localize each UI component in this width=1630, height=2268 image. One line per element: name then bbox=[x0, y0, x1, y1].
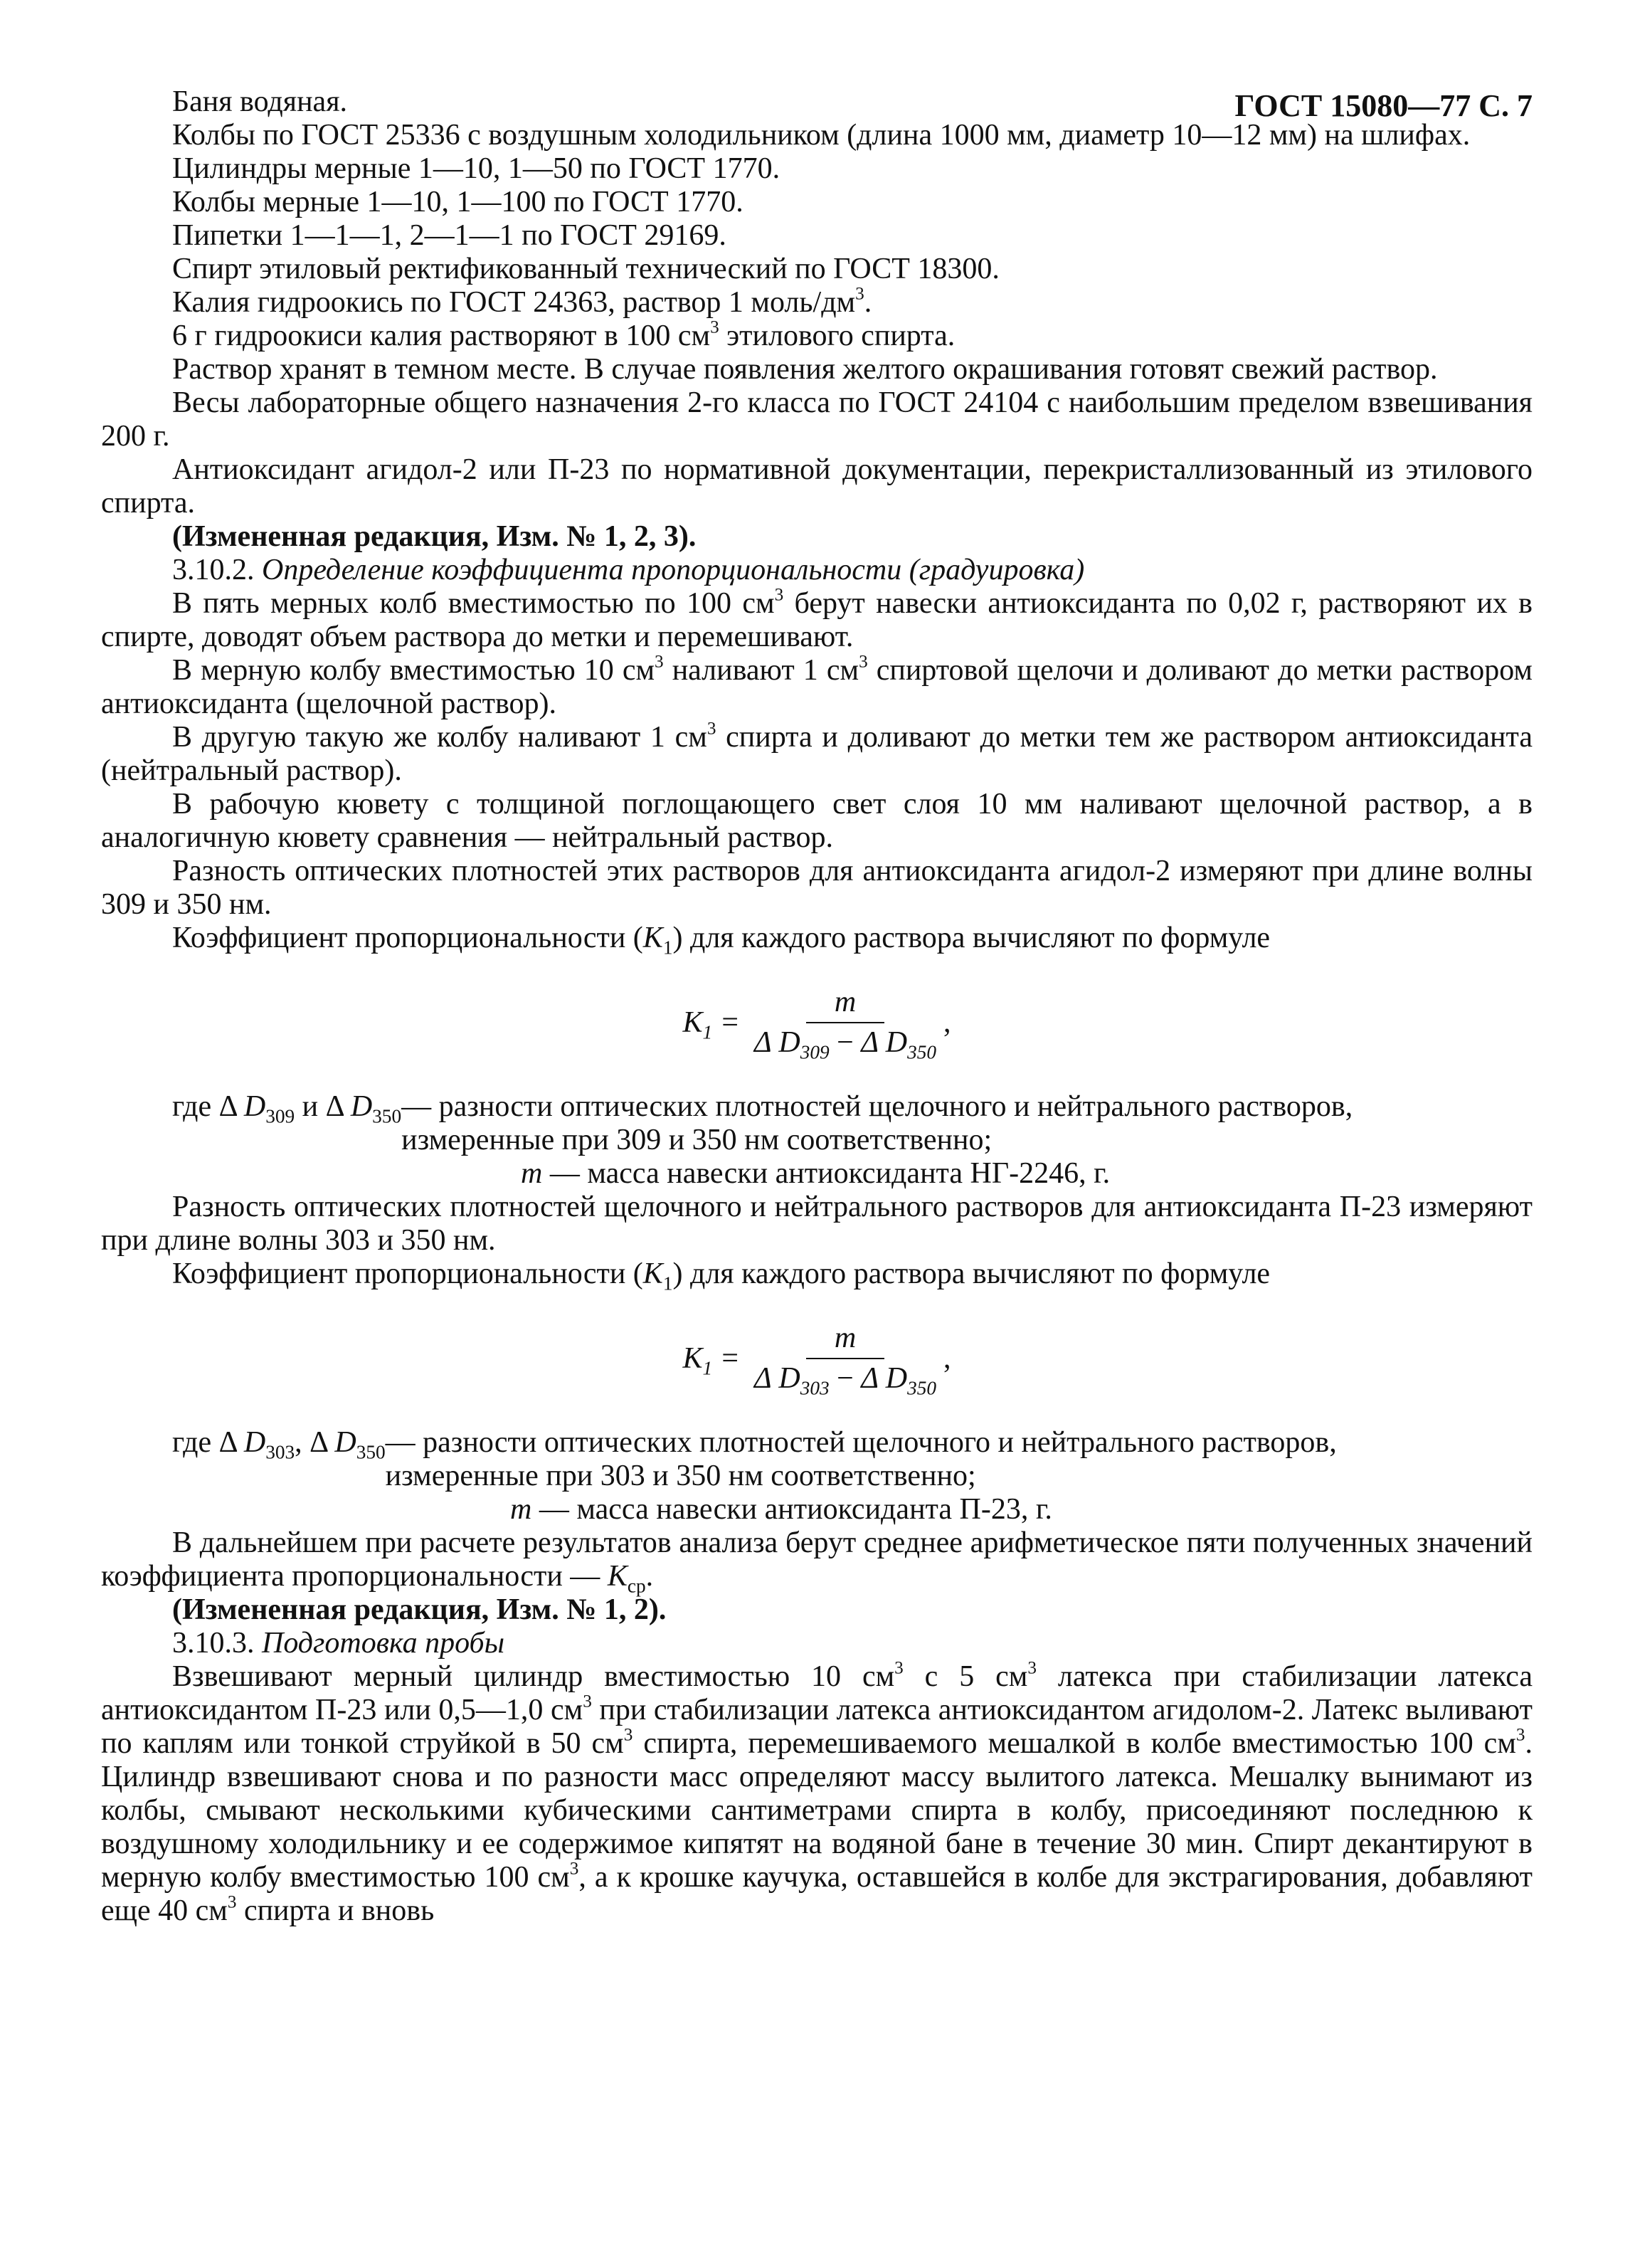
text-span: берут навески антиоксиданта по 0,02 г, растворяют их в спирте, доводят объем раствора до метки и перемешивают. bbox=[101, 587, 1533, 653]
formula-lhs: $K_1$ = bbox=[682, 1006, 740, 1043]
text-line bbox=[101, 721, 1533, 788]
text-line bbox=[101, 922, 1533, 959]
legend-symbols: где Δ $D_{309}$ и Δ $D_{350}$ bbox=[172, 1090, 402, 1127]
text-line: Баня водяная. bbox=[172, 85, 348, 118]
text-line: Колбы мерные 1—10, 1—100 по ГОСТ 1770. bbox=[172, 186, 743, 218]
text-line bbox=[101, 587, 1533, 654]
section-title: Определение коэффициента пропорциональности (градуировка) bbox=[262, 554, 1085, 586]
text-line: Разность оптических плотностей щелочного и нейтрального растворов для антиоксиданта П-23 измеряют при длине волны 303 и 350 нм. bbox=[101, 1191, 1533, 1257]
text-span: Коэффициент пропорциональности ( bbox=[172, 1257, 643, 1290]
text-line: Антиоксидант агидол-2 или П-23 по нормативной документации, перекристаллизованный из этилового спирта. bbox=[101, 453, 1533, 519]
text-span: спирта и доливают до метки тем же раствором антиоксиданта (нейтральный раствор). bbox=[101, 721, 1533, 787]
text-span: В мерную колбу вместимостью 10 см bbox=[172, 654, 655, 687]
legend-definitions bbox=[386, 1426, 1533, 1493]
text-span: ) для каждого раствора вычисляют по формуле bbox=[672, 1257, 1271, 1290]
text-span: Калия гидроокись по ГОСТ 24363, раствор 1 моль/дм bbox=[172, 286, 856, 319]
text-span: этилового спирта. bbox=[719, 320, 956, 352]
section-heading-3-10-2 bbox=[101, 554, 1533, 587]
text-span: 6 г гидроокиси калия растворяют в 100 см bbox=[172, 320, 711, 352]
text-line: Колбы по ГОСТ 25336 с воздушным холодильником (длина 1000 мм, диаметр 10—12 мм) на шлифах. bbox=[172, 119, 1471, 152]
symbol-k: K bbox=[607, 1560, 628, 1593]
page-header: ГОСТ 15080—77 С. 7 bbox=[1234, 88, 1533, 123]
text-span: Коэффициент пропорциональности ( bbox=[172, 922, 643, 954]
formula-fraction bbox=[753, 1322, 937, 1399]
formula-k1-303 bbox=[101, 1291, 1533, 1426]
text-line: — разности оптических плотностей щелочного и нейтрального растворов, bbox=[401, 1090, 1353, 1123]
formula-denominator: Δ $D_{309} - \Delta$ $D_{350}$ bbox=[753, 1026, 937, 1063]
formula-comma: , bbox=[943, 1006, 951, 1039]
text-line bbox=[101, 1257, 1533, 1294]
superscript: 3 bbox=[655, 652, 664, 672]
text-line: В рабочую кювету с толщиной поглощающего свет слоя 10 мм наливают щелочной раствор, а в аналогичную кювету сравнения — нейтральный раствор. bbox=[101, 788, 1533, 854]
text-span: В другую такую же колбу наливают 1 см bbox=[172, 721, 707, 754]
superscript: 3 bbox=[855, 284, 864, 304]
formula-k1-309 bbox=[101, 955, 1533, 1090]
formula-legend bbox=[101, 1090, 1533, 1157]
text-line: Цилиндры мерные 1—10, 1—50 по ГОСТ 1770. bbox=[172, 152, 780, 185]
superscript: 3 bbox=[710, 317, 719, 337]
text-line bbox=[101, 1526, 1533, 1597]
amendment-note: (Измененная редакция, Изм. № 1, 2). bbox=[172, 1593, 667, 1626]
formula-denominator: Δ $D_{303} - \Delta$ $D_{350}$ bbox=[753, 1362, 937, 1399]
symbol-k: K bbox=[642, 1257, 663, 1290]
text-span: спиртовой щелочи и доливают до метки раствором антиоксиданта (щелочной раствор). bbox=[101, 654, 1533, 720]
formula-comma: , bbox=[943, 1341, 951, 1375]
superscript: 3 bbox=[706, 719, 716, 739]
legend-symbols: где Δ $D_{303}$, Δ $D_{350}$ bbox=[172, 1426, 386, 1463]
text-line: m — масса навески антиоксиданта НГ-2246, г. bbox=[521, 1157, 1111, 1190]
section-title: Подготовка пробы bbox=[262, 1627, 505, 1660]
text-line: Весы лабораторные общего назначения 2-го класса по ГОСТ 24104 с наибольшим пределом взвешивания 200 г. bbox=[101, 386, 1533, 453]
text-line: — разности оптических плотностей щелочного и нейтрального растворов, bbox=[385, 1426, 1337, 1459]
text-span: наливают 1 см bbox=[663, 654, 859, 687]
text-line bbox=[101, 317, 1533, 353]
formula-numerator: m bbox=[806, 1322, 884, 1359]
text-line: Спирт этиловый ректификованный технический по ГОСТ 18300. bbox=[172, 253, 1000, 285]
legend-definitions bbox=[401, 1090, 1533, 1157]
formula-numerator: m bbox=[806, 986, 884, 1023]
text-line: измеренные при 309 и 350 нм соответственно; bbox=[401, 1124, 993, 1156]
text-line: Разность оптических плотностей этих растворов для антиоксиданта агидол-2 измеряют при длине волны 309 и 350 нм. bbox=[101, 855, 1533, 921]
section-heading-3-10-3 bbox=[101, 1627, 1533, 1660]
text-span: ) для каждого раствора вычисляют по формуле bbox=[672, 922, 1271, 954]
text-span: В пять мерных колб вместимостью по 100 см bbox=[172, 587, 775, 620]
subscript: ср bbox=[627, 1575, 646, 1597]
subscript: 1 bbox=[662, 937, 673, 959]
text-line: m — масса навески антиоксиданта П-23, г. bbox=[510, 1493, 1052, 1526]
symbol-k: K bbox=[642, 922, 663, 954]
text-line bbox=[101, 654, 1533, 721]
subscript: 1 bbox=[662, 1272, 673, 1294]
document-body bbox=[101, 85, 1533, 1928]
formula-legend bbox=[101, 1426, 1533, 1493]
text-line: измеренные при 303 и 350 нм соответственно; bbox=[385, 1460, 976, 1492]
section-number: 3.10.3. bbox=[172, 1627, 262, 1660]
superscript: 3 bbox=[859, 652, 868, 672]
text-span: . bbox=[645, 1560, 654, 1593]
text-line: Раствор хранят в темном месте. В случае появления желтого окрашивания готовят свежий раствор. bbox=[172, 353, 1438, 386]
amendment-note: (Измененная редакция, Изм. № 1, 2, 3). bbox=[172, 520, 697, 553]
text-line: Пипетки 1—1—1, 2—1—1 по ГОСТ 29169. bbox=[172, 219, 726, 252]
text-span: В дальнейшем при расчете результатов анализа берут среднее арифметическое пяти полученных значений коэффициента пропорциональности — bbox=[101, 1526, 1533, 1593]
formula-lhs: $K_1$ = bbox=[682, 1341, 740, 1379]
section-number: 3.10.2. bbox=[172, 554, 262, 586]
superscript: 3 bbox=[774, 585, 784, 605]
formula-fraction bbox=[753, 986, 937, 1063]
text-line: Калия гидроокись по ГОСТ 24363, раствор 1 моль/$дм^3$. bbox=[172, 284, 872, 319]
text-line: Взвешивают мерный цилиндр вместимостью 10 $см^3$ с 5 $см^3$ латекса при стабилизации латекса антиоксидантом П-23 или 0,5—1,0 $см^3$ при стабилизации латекса антиоксидантом агидолом-2. Латекс выливают по каплям или тонкой струйкой в 50 $см^3$ спирта, перемешиваемого мешалкой в колбе вместимостью 100 $см^3$. Цилиндр взвешивают снова и по разности масс определяют массу вылитого латекса. Мешалку вынимают из колбы, смывают несколькими кубическими сантиметрами спирта в колбу, присоединяют последнюю к воздушному холодильнику и ее содержимое кипятят на водяной бане в течение 30 мин. Спирт декантируют в мерную колбу вместимостью 100 $см^3$, а к крошке каучука, оставшейся в колбе для экстрагирования, добавляют еще 40 $см^3$ спирта и вновь bbox=[101, 1658, 1533, 1927]
